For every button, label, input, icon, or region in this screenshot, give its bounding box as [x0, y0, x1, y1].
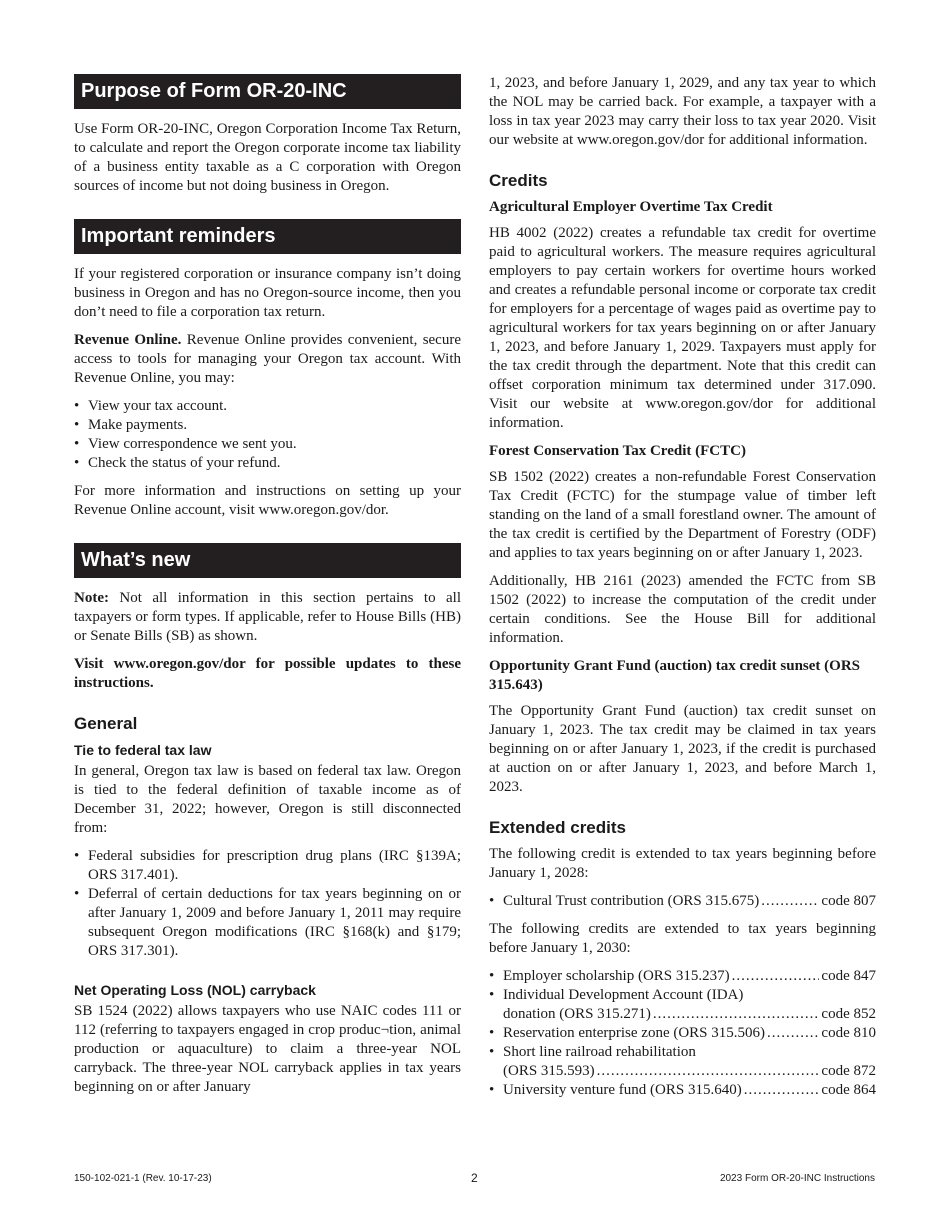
page-number: 2	[471, 1171, 478, 1185]
footer-form-number: 150-102-021-1 (Rev. 10-17-23)	[74, 1173, 212, 1184]
extended-intro-2030: The following credits are extended to tax years beginning before January 1, 2030:	[489, 921, 876, 956]
ag-credit-heading: Agricultural Employer Overtime Tax Credit	[489, 199, 773, 215]
list-item: • View correspondence we sent you.	[74, 436, 297, 452]
revenue-online-text	[74, 331, 461, 388]
credit-code: code 810	[821, 1025, 876, 1041]
credit-code: code 872	[821, 1063, 876, 1079]
note-body: Not all information in this section pertains to all taxpayers or form types. If applicable, refer to House Bills (HB) or Senate Bills (SB) as shown.	[74, 590, 461, 644]
credit-code-row: • Short line railroad rehabilitation (ORS 315.593) ..... code 872	[489, 1043, 876, 1081]
right-column	[489, 74, 876, 1109]
note-label: Note:	[74, 590, 109, 606]
credit-code-row: • University venture fund (ORS 315.640) ..... code 864	[489, 1081, 876, 1100]
purpose-banner: Purpose of Form OR-20-INC	[74, 74, 461, 109]
credit-code-row: • Reservation enterprise zone (ORS 315.506) ..... code 810	[489, 1024, 876, 1043]
fctc-text: SB 1502 (2022) creates a non-refundable Forest Conservation Tax Credit (FCTC) for the stumpage value of timber left standing on the land of a small forestland owner. The amount of the tax credit is certified by the Department of Forestry (ODF) and applies to tax years beginning on or after January 1, 2023.	[489, 469, 876, 561]
fctc-amendment-text: Additionally, HB 2161 (2023) amended the FCTC from SB 1502 (2022) to increase the computation of the credit under certain conditions. See the House Bill for additional information.	[489, 573, 876, 646]
credit-code-row: • Employer scholarship (ORS 315.237) ..... code 847	[489, 967, 876, 986]
reminders-banner: Important reminders	[74, 219, 461, 254]
ogf-heading: Opportunity Grant Fund (auction) tax credit sunset (ORS 315.643)	[489, 658, 861, 693]
whats-new-note	[74, 589, 461, 646]
credit-code: code 847	[821, 968, 876, 984]
list-item: • Check the status of your refund.	[74, 455, 281, 471]
revenue-online-body: Revenue Online provides convenient, secure access to tools for managing your Oregon tax account. With Revenue Online, you may:	[74, 332, 461, 386]
tie-text: In general, Oregon tax law is based on federal tax law. Oregon is tied to the federal definition of taxable income as of December 31, 2022; however, Oregon is still disconnected from:	[74, 763, 461, 836]
list-item: • Make payments.	[74, 417, 188, 433]
extended-intro-2028: The following credit is extended to tax years beginning before January 1, 2028:	[489, 846, 876, 881]
whats-new-visit: Visit www.oregon.gov/dor for possible updates to these instructions.	[74, 656, 461, 691]
revenue-online-list	[74, 397, 461, 473]
credit-code: code 807	[821, 893, 876, 909]
list-item: • Federal subsidies for prescription drug plans (IRC §139A; ORS 317.401).	[74, 848, 461, 883]
fctc-heading: Forest Conservation Tax Credit (FCTC)	[489, 443, 746, 459]
extended-list-2028	[489, 892, 876, 911]
list-item: • Deferral of certain deductions for tax years beginning on or after January 1, 2009 and before January 1, 2011 may require subsequent Oregon modifications (IRC §168(k) and §179; ORS 317.301).	[74, 886, 461, 959]
ag-credit-text: HB 4002 (2022) creates a refundable tax credit for overtime paid to agricultural workers. The measure requires agricultural employers to pay certain workers for overtime hours worked and creates a refundable personal income or corporate tax credit for employers for a percentage of wages paid as overtime pay to agricultural workers for tax years beginning on or after January 1, 2023, and before January 1, 2029. Taxpayers must apply for the tax credit through the department. Note that this credit can offset corporation minimum tax determined under 317.090. Visit our website at www.oregon.gov/dor for additional information.	[489, 225, 876, 431]
nol-text: SB 1524 (2022) allows taxpayers who use NAIC codes 111 or 112 (referring to taxpayers engaged in crop produc¬tion, animal production or aquaculture) to claim a three-year NOL carryback. The three-year NOL carryback applies in tax years beginning on or after January	[74, 1003, 461, 1095]
extended-list-2030	[489, 967, 876, 1100]
tie-list	[74, 847, 461, 961]
nol-continued-text: 1, 2023, and before January 1, 2029, and any tax year to which the NOL may be carried back. For example, a taxpayer with a loss in tax year 2023 may carry their loss to tax year 2020. Visit our website at www.oregon.gov/dor for additional information.	[489, 75, 876, 148]
general-heading: General	[74, 714, 138, 733]
purpose-text: Use Form OR-20-INC, Oregon Corporation Income Tax Return, to calculate and report the Oregon corporate income tax liability of a business entity taxable as a C corporation with Oregon sources of income but not doing business in Oregon.	[74, 121, 461, 194]
credit-code-row: • Individual Development Account (IDA) donation (ORS 315.271) ..... code 852	[489, 986, 876, 1024]
credits-heading: Credits	[489, 171, 548, 190]
nol-heading: Net Operating Loss (NOL) carryback	[74, 982, 316, 998]
footer-doc-title: 2023 Form OR-20-INC Instructions	[719, 1173, 875, 1184]
tie-heading: Tie to federal tax law	[74, 742, 212, 758]
revenue-online-setup-text: For more information and instructions on setting up your Revenue Online account, visit www.oregon.gov/dor.	[74, 483, 461, 518]
left-column	[74, 74, 461, 1106]
reminders-text: If your registered corporation or insurance company isn’t doing business in Oregon and has no Oregon-source income, then you don’t need to file a corporation tax return.	[74, 266, 461, 320]
list-item: • View your tax account.	[74, 398, 228, 414]
revenue-online-label: Revenue Online.	[74, 332, 182, 348]
extended-credits-heading: Extended credits	[489, 818, 626, 837]
credit-code: code 852	[821, 1006, 876, 1022]
credit-code: code 864	[821, 1082, 876, 1098]
credit-code-row: • Cultural Trust contribution (ORS 315.675) ..... code 807	[489, 892, 876, 911]
ogf-text: The Opportunity Grant Fund (auction) tax credit sunset on January 1, 2023. The tax credit may be claimed in tax years beginning on or after January 1, 2023, if the credit is purchased at auction on or after January 1, 2023, and before March 1, 2023.	[489, 703, 876, 795]
whats-new-banner: What’s new	[74, 543, 461, 578]
